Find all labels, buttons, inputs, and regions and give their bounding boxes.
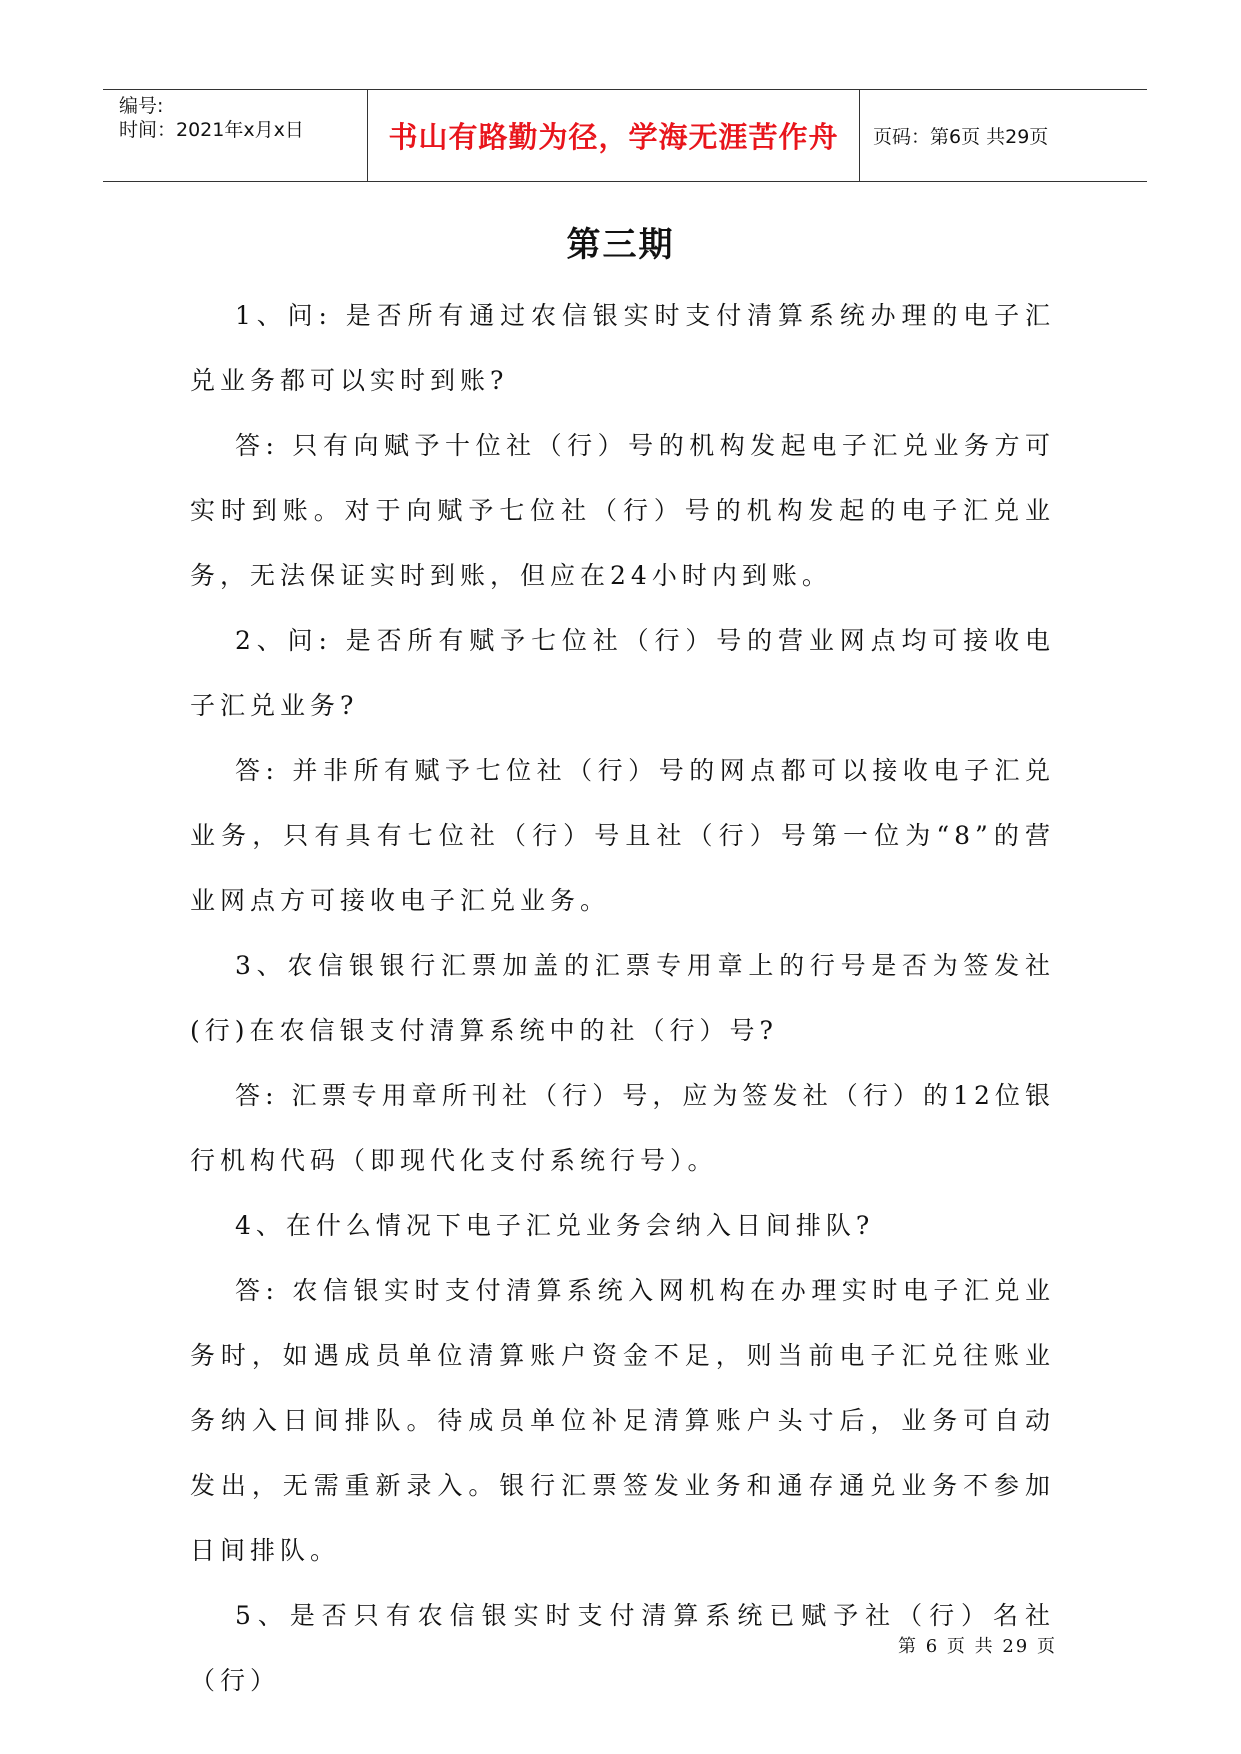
header-slogan: 书山有路勤为径，学海无涯苦作舟 — [368, 90, 860, 181]
document-number-label: 编号: — [119, 95, 164, 117]
paragraph-q2: 2、问: 是否所有赋予七位社（行）号的营业网点均可接收电子汇兑业务? — [190, 626, 1055, 720]
header-meta-cell — [103, 90, 368, 181]
paragraph-a2: 答: 并非所有赋予七位社（行）号的网点都可以接收电子汇兑业务，只有具有七位社（行）号且社（行）号第一位为“8”的营业网点方可接收电子汇兑业务。 — [190, 756, 1055, 915]
document-time-label: 时间：2021年x月x日 — [119, 119, 304, 141]
page-title: 第三期 — [566, 225, 675, 265]
paragraph-a3: 答: 汇票专用章所刊社（行）号，应为签发社（行）的12位银行机构代码（即现代化支付系统行号）。 — [190, 1081, 1055, 1175]
paragraph-q1: 1、问: 是否所有通过农信银实时支付清算系统办理的电子汇兑业务都可以实时到账? — [190, 301, 1055, 395]
paragraph-a1: 答: 只有向赋予十位社（行）号的机构发起电子汇兑业务方可实时到账。对于向赋予七位社（行）号的机构发起的电子汇兑业务，无法保证实时到账，但应在24小时内到账。 — [190, 431, 1055, 590]
document-body — [190, 283, 1055, 1713]
page-footer: 第 6 页 共 29 页 — [898, 1636, 1057, 1657]
page-header — [103, 89, 1147, 182]
paragraph-q4: 4、在什么情况下电子汇兑业务会纳入日间排队? — [235, 1211, 875, 1240]
paragraph-q3: 3、农信银银行汇票加盖的汇票专用章上的行号是否为签发社(行)在农信银支付清算系统中的社（行）号? — [190, 951, 1055, 1045]
paragraph-q5: 5、是否只有农信银实时支付清算系统已赋予社（行）名社（行） — [190, 1601, 1055, 1695]
header-page-info: 页码：第6页 共29页 — [873, 126, 1049, 148]
paragraph-a4: 答: 农信银实时支付清算系统入网机构在办理实时电子汇兑业务时，如遇成员单位清算账户资金不足，则当前电子汇兑往账业务纳入日间排队。待成员单位补足清算账户头寸后，业务可自动发出，无需重新录入。银行汇票签发业务和通存通兑业务不参加日间排队。 — [190, 1276, 1055, 1565]
